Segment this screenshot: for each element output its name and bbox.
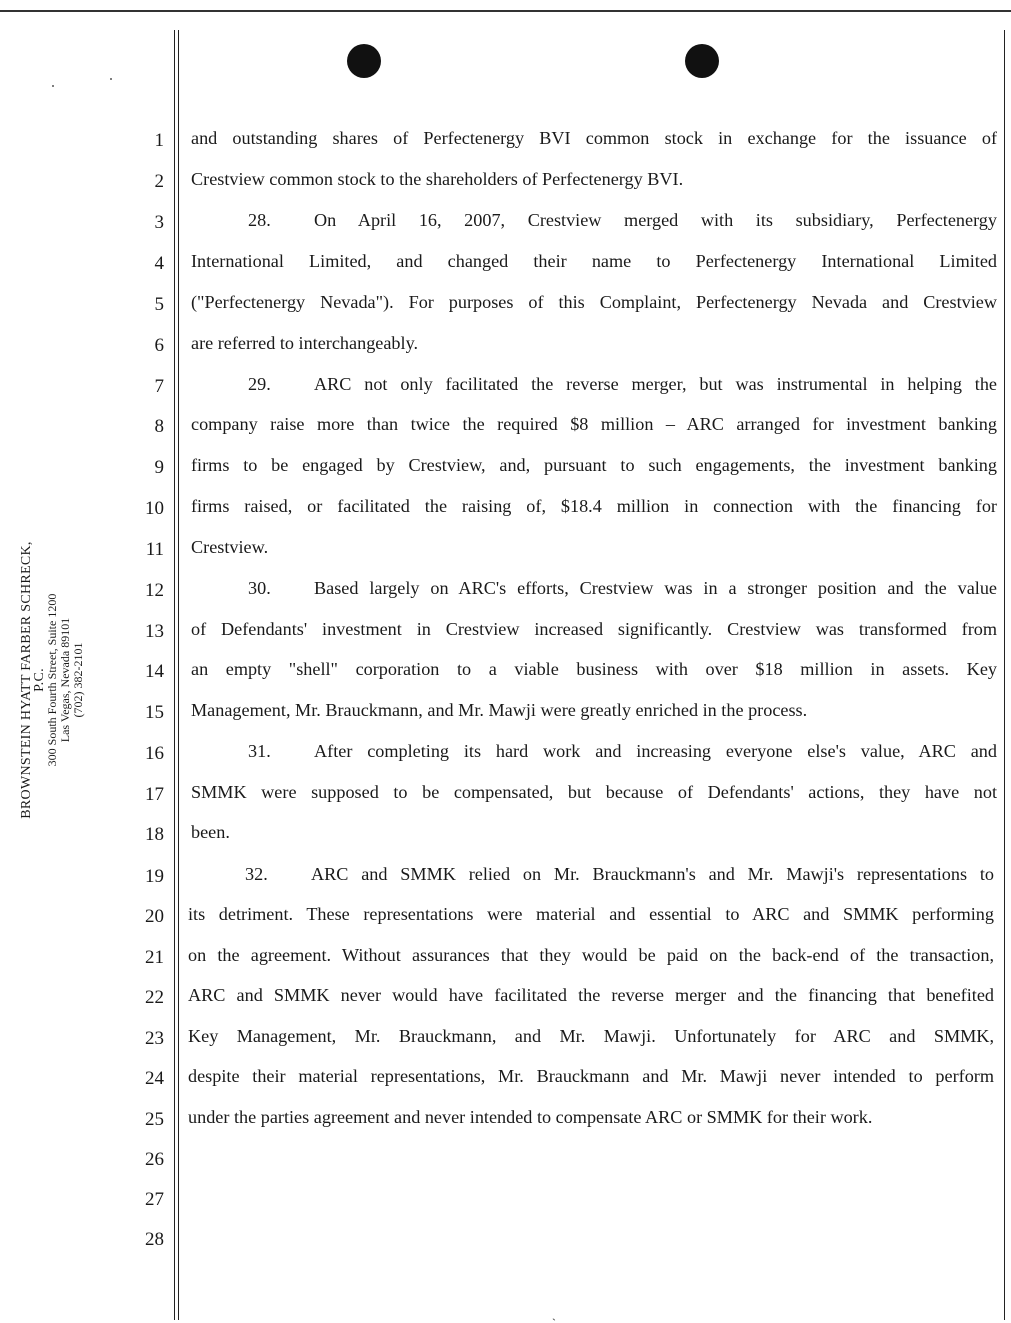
text-line: been. [191, 822, 230, 842]
scan-speck [52, 85, 54, 87]
right-margin-rule [1004, 30, 1005, 1320]
text-line-paragraph-start [191, 741, 997, 765]
line-number: 6 [154, 335, 164, 356]
text-line: After completing its hard work and increasing everyone else's value, ARC and [314, 741, 997, 761]
line-number: 24 [145, 1068, 164, 1089]
scan-speck [110, 78, 112, 80]
line-number: 17 [145, 784, 164, 805]
text-line: Crestview common stock to the shareholders of Perfectenergy BVI. [191, 169, 684, 189]
line-number: 2 [154, 171, 164, 192]
line-number: 19 [145, 866, 164, 887]
text-line: its detriment. These representations were material and essential to ARC and SMMK performing [188, 904, 994, 924]
text-line: and outstanding shares of Perfectenergy BVI common stock in exchange for the issuance of [191, 128, 997, 148]
text-line-paragraph-start [191, 210, 997, 234]
firm-address-line2: Las Vegas, Nevada 89101 [58, 617, 72, 743]
text-line: ARC and SMMK never would have facilitated the reverse merger and the financing that benefited [188, 985, 994, 1005]
text-line: ("Perfectenergy Nevada"). For purposes of this Complaint, Perfectenergy Nevada and Crestview [191, 292, 997, 312]
text-line: of Defendants' investment in Crestview increased significantly. Crestview was transformed from [191, 619, 997, 639]
text-line: on the agreement. Without assurances that they would be paid on the back-end of the transaction, [188, 945, 994, 965]
text-line: Management, Mr. Brauckmann, and Mr. Mawji were greatly enriched in the process. [191, 700, 808, 720]
text-line: SMMK were supposed to be compensated, but because of Defendants' actions, they have not [191, 782, 997, 802]
line-number: 1 [154, 130, 164, 151]
paragraph-number: 32. [245, 864, 268, 884]
text-line: firms raised, or facilitated the raising of, $18.4 million in connection with the financing for [191, 496, 997, 516]
line-number: 10 [145, 498, 164, 519]
text-line: Key Management, Mr. Brauckmann, and Mr. Mawji. Unfortunately for ARC and SMMK, [188, 1026, 994, 1046]
left-margin-rule [174, 30, 175, 1320]
firm-address-line1: 300 South Fourth Street, Suite 1200 [45, 593, 59, 767]
stray-mark: ˏ [552, 1307, 556, 1321]
line-number: 26 [145, 1149, 164, 1170]
line-number: 15 [145, 702, 164, 723]
line-number: 28 [145, 1229, 164, 1250]
binder-hole-left [347, 44, 381, 78]
text-line: On April 16, 2007, Crestview merged with its subsidiary, Perfectenergy [314, 210, 997, 230]
text-line: company raise more than twice the required $8 million – ARC arranged for investment banking [191, 414, 997, 434]
text-line: International Limited, and changed their name to Perfectenergy International Limited [191, 251, 997, 271]
line-number: 21 [145, 947, 164, 968]
paragraph-number: 30. [248, 578, 271, 598]
text-line: ARC not only facilitated the reverse merger, but was instrumental in helping the [314, 374, 997, 394]
line-number: 3 [154, 212, 164, 233]
line-number: 5 [154, 294, 164, 315]
text-line: despite their material representations, Mr. Brauckmann and Mr. Mawji never intended to perform [188, 1066, 994, 1086]
text-line-paragraph-start [191, 578, 997, 602]
line-number: 18 [145, 824, 164, 845]
line-number: 4 [154, 253, 164, 274]
line-number: 13 [145, 621, 164, 642]
line-number: 9 [154, 457, 164, 478]
line-number: 14 [145, 661, 164, 682]
line-number: 12 [145, 580, 164, 601]
firm-sidebar [19, 540, 85, 840]
binder-hole-right [685, 44, 719, 78]
text-line: an empty "shell" corporation to a viable business with over $18 million in assets. Key [191, 659, 997, 679]
line-number: 16 [145, 743, 164, 764]
line-number: 8 [154, 416, 164, 437]
text-line: Crestview. [191, 537, 269, 557]
line-number: 11 [145, 539, 164, 560]
line-number: 25 [145, 1109, 164, 1130]
line-number: 22 [145, 987, 164, 1008]
text-line: firms to be engaged by Crestview, and, pursuant to such engagements, the investment banking [191, 455, 997, 475]
text-line-paragraph-start [191, 374, 997, 398]
text-line: Based largely on ARC's efforts, Crestview was in a stronger position and the value [314, 578, 997, 598]
top-rule [0, 10, 1011, 12]
line-number: 20 [145, 906, 164, 927]
paragraph-number: 28. [248, 210, 271, 230]
text-line: ARC and SMMK relied on Mr. Brauckmann's and Mr. Mawji's representations to [311, 864, 994, 884]
left-margin-rule-double [178, 30, 179, 1320]
firm-phone: (702) 382-2101 [71, 642, 85, 718]
line-number: 23 [145, 1028, 164, 1049]
text-line: are referred to interchangeably. [191, 333, 419, 353]
paragraph-number: 29. [248, 374, 271, 394]
line-number: 7 [154, 376, 164, 397]
text-line: under the parties agreement and never intended to compensate ARC or SMMK for their work. [188, 1107, 873, 1127]
paragraph-number: 31. [248, 741, 271, 761]
text-line-paragraph-start [188, 864, 994, 888]
line-number: 27 [145, 1189, 164, 1210]
firm-name: BROWNSTEIN HYATT FARBER SCHRECK, P.C. [19, 541, 47, 819]
